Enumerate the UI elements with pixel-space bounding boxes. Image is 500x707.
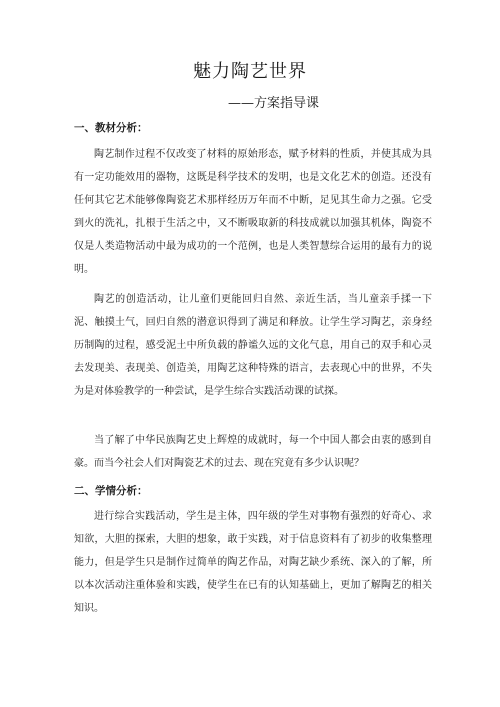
- paragraph: 进行综合实践活动，学生是主体，四年级的学生对事物有强烈的好奇心、求知欲，大胆的探索，大胆的想象，敢于实践，对于信息资料有了初步的收集整理能力，但是学生只是制作过简单的陶艺作品，对陶艺缺少系统、深入的了解，所以本次活动注重体验和实践，使学生在已有的认知基础上，更加了解陶艺的相关知识。: [74, 511, 432, 614]
- document-subtitle: ——方案指导课: [228, 96, 320, 111]
- section-heading-textbook-analysis: 一、教材分析：: [74, 122, 148, 134]
- document-title: 魅力陶艺世界: [193, 61, 307, 82]
- section-heading-student-analysis: 二、学情分析：: [74, 485, 148, 497]
- paragraph: 当了解了中华民族陶艺史上辉煌的成就时，每一个中国人都会由衷的感到自豪。而当今社会人们对陶瓷艺术的过去、现在究竟有多少认识呢？: [74, 435, 432, 469]
- paragraph: 陶艺制作过程不仅改变了材料的原始形态，赋予材料的性质，并使其成为具有一定功能效用的器物，这既是科学技术的发明，也是文化艺术的创造。还没有任何其它艺术能够像陶瓷艺术那样经历万年而不中断，足见其生命力之强。它受到火的洗礼，扎根于生活之中，又不断吸取新的科技成就以加强其机体，陶瓷不仅是人类造物活动中最为成功的一个范例，也是人类智慧综合运用的最有力的说明。: [74, 149, 432, 275]
- paragraph: 陶艺的创造活动，让儿童们更能回归自然、亲近生活，当儿童亲手揉一下泥、触摸土气，回归自然的潜意识得到了满足和释放。让学生学习陶艺，亲身经历制陶的过程，感受泥土中所负载的静谧久远的文化气息，用自己的双手和心灵去发现美、表现美、创造美，用陶艺这种特殊的语言，去表现心中的世界，不失为是对体验教学的一种尝试，是学生综合实践活动课的试探。: [74, 294, 432, 397]
